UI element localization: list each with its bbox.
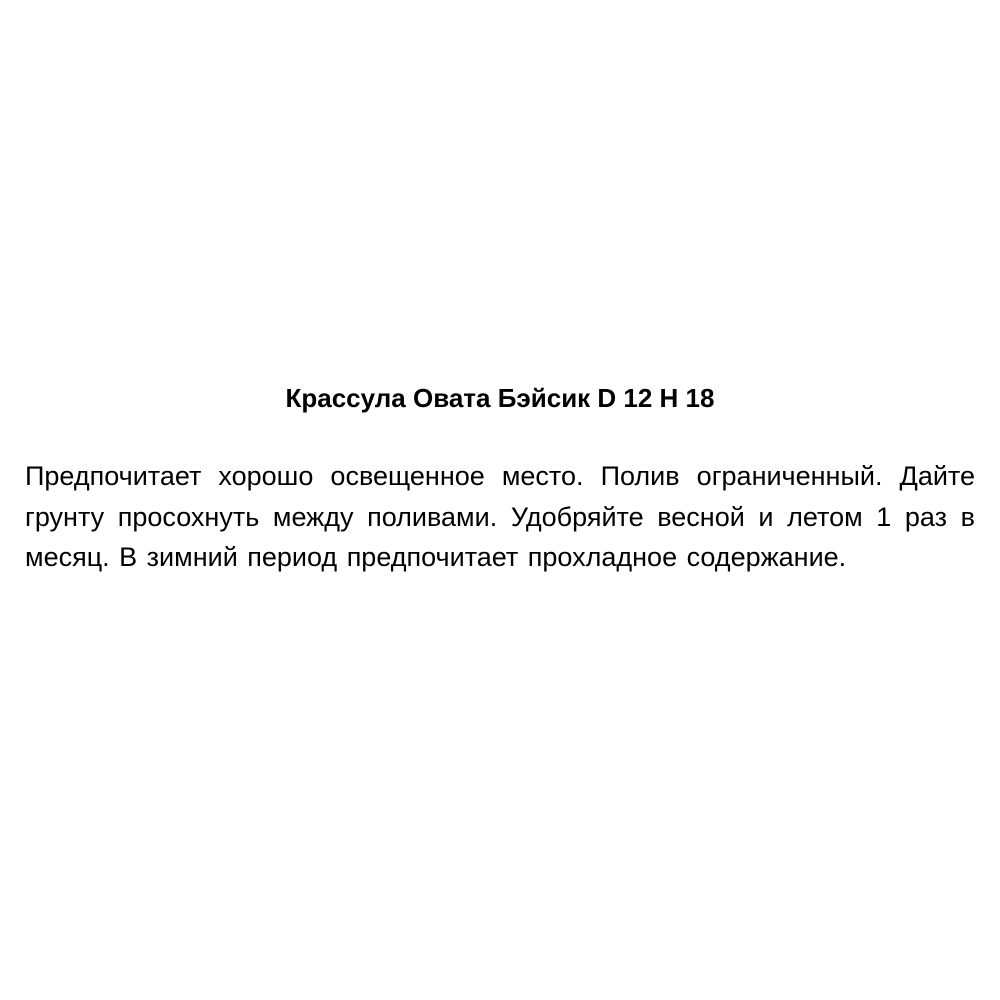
product-title: Крассула Овата Бэйсик D 12 H 18	[285, 383, 715, 413]
product-description-document	[25, 378, 975, 578]
care-instructions-paragraph: Предпочитает хорошо освещенное место. Полив ограниченный. Дайте грунту просохнуть между поливами. Удобряйте весной и летом 1 раз в месяц. В зимний период предпочитает прохладное содержание.	[25, 461, 975, 572]
